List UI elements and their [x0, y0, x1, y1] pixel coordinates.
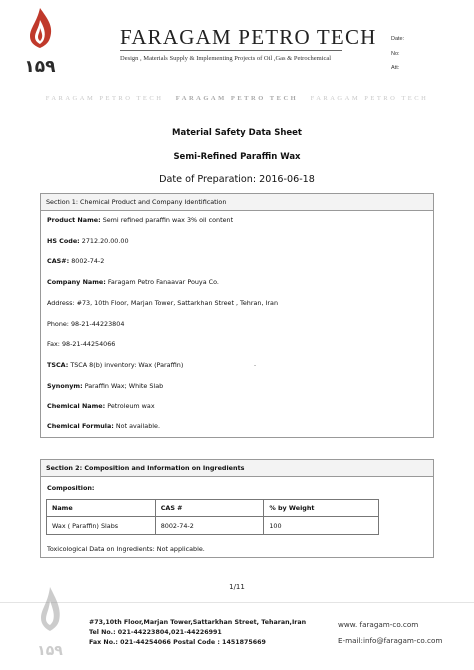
hs-code-line	[47, 237, 129, 245]
no-label: No:	[391, 51, 400, 57]
watermark-band	[0, 95, 474, 102]
footer-tel: Tel No.: 021-44223804,021-44226991	[89, 629, 222, 636]
cas-value: 8002-74-2	[71, 257, 105, 265]
page-number: 1/11	[229, 583, 245, 591]
composition-label-line	[47, 484, 94, 492]
tsca-value: TSCA 8(b) inventory: Wax (Paraffin)	[70, 361, 184, 369]
hs-code-value: 2712.20.00.00	[81, 237, 129, 245]
footer-email-link[interactable]: E-mail:info@faragam-co.com	[338, 636, 443, 645]
company-logo	[16, 6, 64, 78]
composition-label: Composition:	[47, 484, 95, 492]
table-header-row	[47, 500, 379, 517]
toxicological-line: Toxicological Data on Ingredients: Not applicable.	[47, 545, 205, 553]
doc-subtitle: Semi-Refined Paraffin Wax	[173, 152, 301, 162]
table-cell: 8002-74-2	[155, 517, 264, 535]
company-label: Company Name:	[47, 278, 106, 286]
date-label: Date:	[391, 36, 405, 42]
company-line	[47, 278, 219, 286]
phone-line: Phone: 98-21-44223804	[47, 320, 125, 328]
logo-text: ۱۵۹	[24, 57, 56, 77]
table-cell: 100	[264, 517, 379, 535]
section-1-heading: Section 1: Chemical Product and Company Identification	[41, 194, 433, 211]
synonym-label: Synonym:	[47, 382, 83, 390]
chemical-formula-label: Chemical Formula:	[47, 422, 114, 430]
header-rule	[120, 50, 342, 51]
footer-rule	[0, 602, 474, 603]
chemical-name-label: Chemical Name:	[47, 402, 106, 410]
table-header-cell: % by Weight	[264, 500, 379, 517]
composition-table	[46, 499, 379, 535]
footer-logo-text: ۱۵۹	[37, 643, 63, 659]
footer-fax: Fax No.: 021-44254066 Postal Code : 1451875669	[89, 639, 266, 646]
section-2-box	[40, 459, 434, 558]
product-name-label: Product Name:	[47, 216, 101, 224]
table-header-cell: Name	[47, 500, 156, 517]
chemical-name-line	[47, 402, 155, 410]
chemical-name-value: Petroleum wax	[107, 402, 155, 410]
watermark-text: FARAGAM PETRO TECH	[45, 95, 164, 102]
chemical-formula-value: Not available.	[115, 422, 161, 430]
section-2-heading: Section 2: Composition and Information on Ingredients	[41, 460, 433, 477]
address-line: Address: #73, 10th Floor, Marjan Tower, Sattarkhan Street , Tehran, Iran	[47, 299, 278, 307]
footer-website-link[interactable]: www. faragam-co.com	[338, 620, 419, 629]
tsca-trailing: .	[254, 360, 257, 368]
watermark-text-bold: FARAGAM PETRO TECH	[175, 95, 299, 102]
section-1-box	[40, 193, 434, 438]
table-cell: Wax ( Paraffin) Slabs	[47, 517, 156, 535]
watermark-text: FARAGAM PETRO TECH	[310, 95, 429, 102]
table-row	[47, 517, 379, 535]
footer-logo	[32, 585, 68, 665]
table-header-cell: CAS #	[155, 500, 264, 517]
att-label: Att:	[391, 65, 400, 71]
synonym-line	[47, 382, 163, 390]
company-tagline: Design , Materials Supply & Implementing Projects of Oil ,Gas & Petrochemical	[120, 55, 332, 62]
hs-code-label: HS Code:	[47, 237, 80, 245]
product-name-line	[47, 216, 233, 224]
tsca-line	[47, 361, 427, 369]
cas-line	[47, 257, 104, 265]
fax-line: Fax: 98-21-44254066	[47, 340, 116, 348]
footer-address: #73,10th Floor,Marjan Tower,Sattarkhan Street, Teharan,Iran	[89, 619, 307, 626]
company-name: FARAGAM PETRO TECH	[120, 25, 377, 49]
chemical-formula-line	[47, 422, 160, 430]
synonym-value: Paraffin Wax; White Slab	[84, 382, 164, 390]
tsca-label: TSCA:	[47, 361, 69, 369]
doc-title: Material Safety Data Sheet	[172, 128, 302, 138]
preparation-date: Date of Preparation: 2016-06-18	[159, 174, 315, 185]
cas-label: CAS#:	[47, 257, 70, 265]
product-name-value: Semi refined paraffin wax 3% oil content	[102, 216, 234, 224]
company-value: Faragam Petro Fanaavar Pouya Co.	[107, 278, 219, 286]
